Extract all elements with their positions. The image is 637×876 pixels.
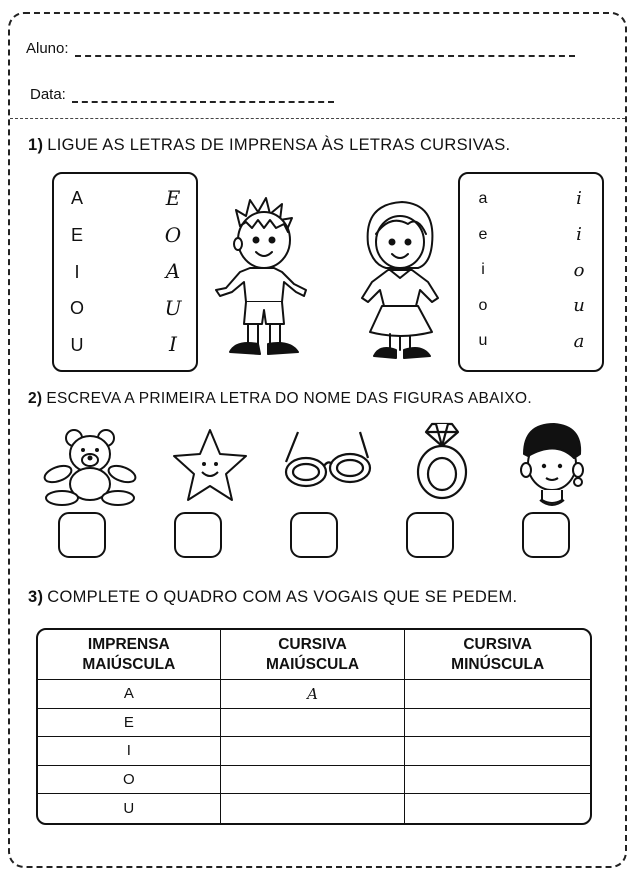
- question-2-text: ESCREVA A PRIMEIRA LETRA DO NOME DAS FIGURAS ABAIXO.: [46, 390, 533, 407]
- cursive-upper-cell[interactable]: [221, 737, 406, 766]
- table-row: [38, 737, 590, 766]
- question-1-number: 1): [28, 136, 44, 154]
- student-name-label: Aluno:: [26, 40, 69, 57]
- answer-box-3[interactable]: [290, 512, 338, 558]
- print-letter: u: [478, 332, 488, 349]
- print-cell: O: [38, 766, 221, 795]
- table-row: [38, 794, 590, 823]
- header-divider: [10, 118, 625, 119]
- header-line: MAIÚSCULA: [82, 655, 176, 673]
- worksheet-page: [8, 12, 627, 868]
- cursive-upper-cell[interactable]: A: [221, 680, 406, 709]
- answer-box-5[interactable]: [522, 512, 570, 558]
- print-letter: A: [70, 188, 83, 208]
- cursive-letter: I: [169, 332, 177, 356]
- print-cell: I: [38, 737, 221, 766]
- cursive-letter: a: [573, 331, 585, 352]
- print-letter: i: [481, 261, 485, 278]
- question-3-title: [28, 588, 517, 607]
- print-letter: I: [74, 261, 80, 282]
- glasses-icon: [280, 428, 376, 494]
- girl-illustration: [346, 194, 456, 364]
- header-cursiva-minuscula: [405, 630, 590, 680]
- cursive-lower-cell[interactable]: [405, 766, 590, 795]
- student-name-field[interactable]: [26, 40, 575, 57]
- lowercase-cursive-column: [564, 188, 594, 352]
- cursive-letter: i: [576, 188, 582, 209]
- header-cursiva-maiuscula: [221, 630, 406, 680]
- print-cell: U: [38, 794, 221, 823]
- cursive-letter: E: [165, 186, 181, 210]
- uppercase-cursive-column: [158, 186, 188, 356]
- student-name-line[interactable]: [75, 47, 575, 57]
- table-row: [38, 766, 590, 795]
- girl-face-icon: [516, 420, 588, 510]
- print-letter: a: [478, 190, 488, 207]
- cursive-letter: U: [164, 295, 182, 320]
- cursive-letter: u: [573, 295, 585, 317]
- date-field[interactable]: [30, 86, 334, 103]
- cursive-lower-cell[interactable]: [405, 794, 590, 823]
- answer-box-1[interactable]: [58, 512, 106, 558]
- header-line: IMPRENSA: [87, 635, 170, 653]
- cursive-upper-cell[interactable]: [221, 709, 406, 738]
- cursive-lower-cell[interactable]: [405, 737, 590, 766]
- question-2-number: 2): [28, 390, 43, 407]
- lowercase-letter-box: [458, 172, 604, 372]
- header-line: MAIÚSCULA: [266, 655, 360, 673]
- question-1-text: LIGUE AS LETRAS DE IMPRENSA ÀS LETRAS CURSIVAS.: [47, 136, 511, 154]
- table-row: [38, 709, 590, 738]
- cursive-letter: o: [573, 259, 585, 281]
- print-letter: e: [478, 225, 488, 243]
- print-letter: O: [69, 298, 84, 319]
- cursive-upper-cell[interactable]: [221, 794, 406, 823]
- table-row: [38, 680, 590, 709]
- cursive-lower-cell[interactable]: [405, 709, 590, 738]
- answer-box-2[interactable]: [174, 512, 222, 558]
- ring-icon: [412, 418, 472, 502]
- question-2-title: [28, 390, 532, 408]
- question-3-number: 3): [28, 588, 44, 606]
- question-3-text: COMPLETE O QUADRO COM AS VOGAIS QUE SE PEDEM.: [47, 588, 518, 606]
- print-letter: U: [70, 335, 84, 355]
- uppercase-letter-box: [52, 172, 198, 372]
- teddy-bear-icon: [40, 426, 140, 506]
- uppercase-print-column: [62, 188, 92, 356]
- answer-box-4[interactable]: [406, 512, 454, 558]
- cursive-lower-cell[interactable]: [405, 680, 590, 709]
- print-cell: A: [38, 680, 221, 709]
- question-1-title: [28, 136, 510, 155]
- date-label: Data:: [30, 86, 66, 103]
- date-line[interactable]: [72, 93, 334, 103]
- cursive-letter: O: [164, 222, 182, 247]
- cursive-letter: A: [165, 259, 181, 283]
- vowels-table: [36, 628, 592, 825]
- header-imprensa-maiuscula: [38, 630, 221, 680]
- boy-illustration: [206, 192, 316, 362]
- cursive-upper-cell[interactable]: [221, 766, 406, 795]
- print-letter: E: [70, 224, 83, 245]
- table-header-row: [38, 630, 590, 680]
- star-icon: [170, 426, 250, 506]
- print-letter: o: [478, 296, 488, 314]
- header-line: CURSIVA: [278, 635, 347, 653]
- lowercase-print-column: [468, 190, 498, 350]
- print-cell: E: [38, 709, 221, 738]
- cursive-letter: i: [576, 223, 582, 245]
- header-line: CURSIVA: [463, 635, 532, 653]
- header-line: MINÚSCULA: [451, 655, 545, 673]
